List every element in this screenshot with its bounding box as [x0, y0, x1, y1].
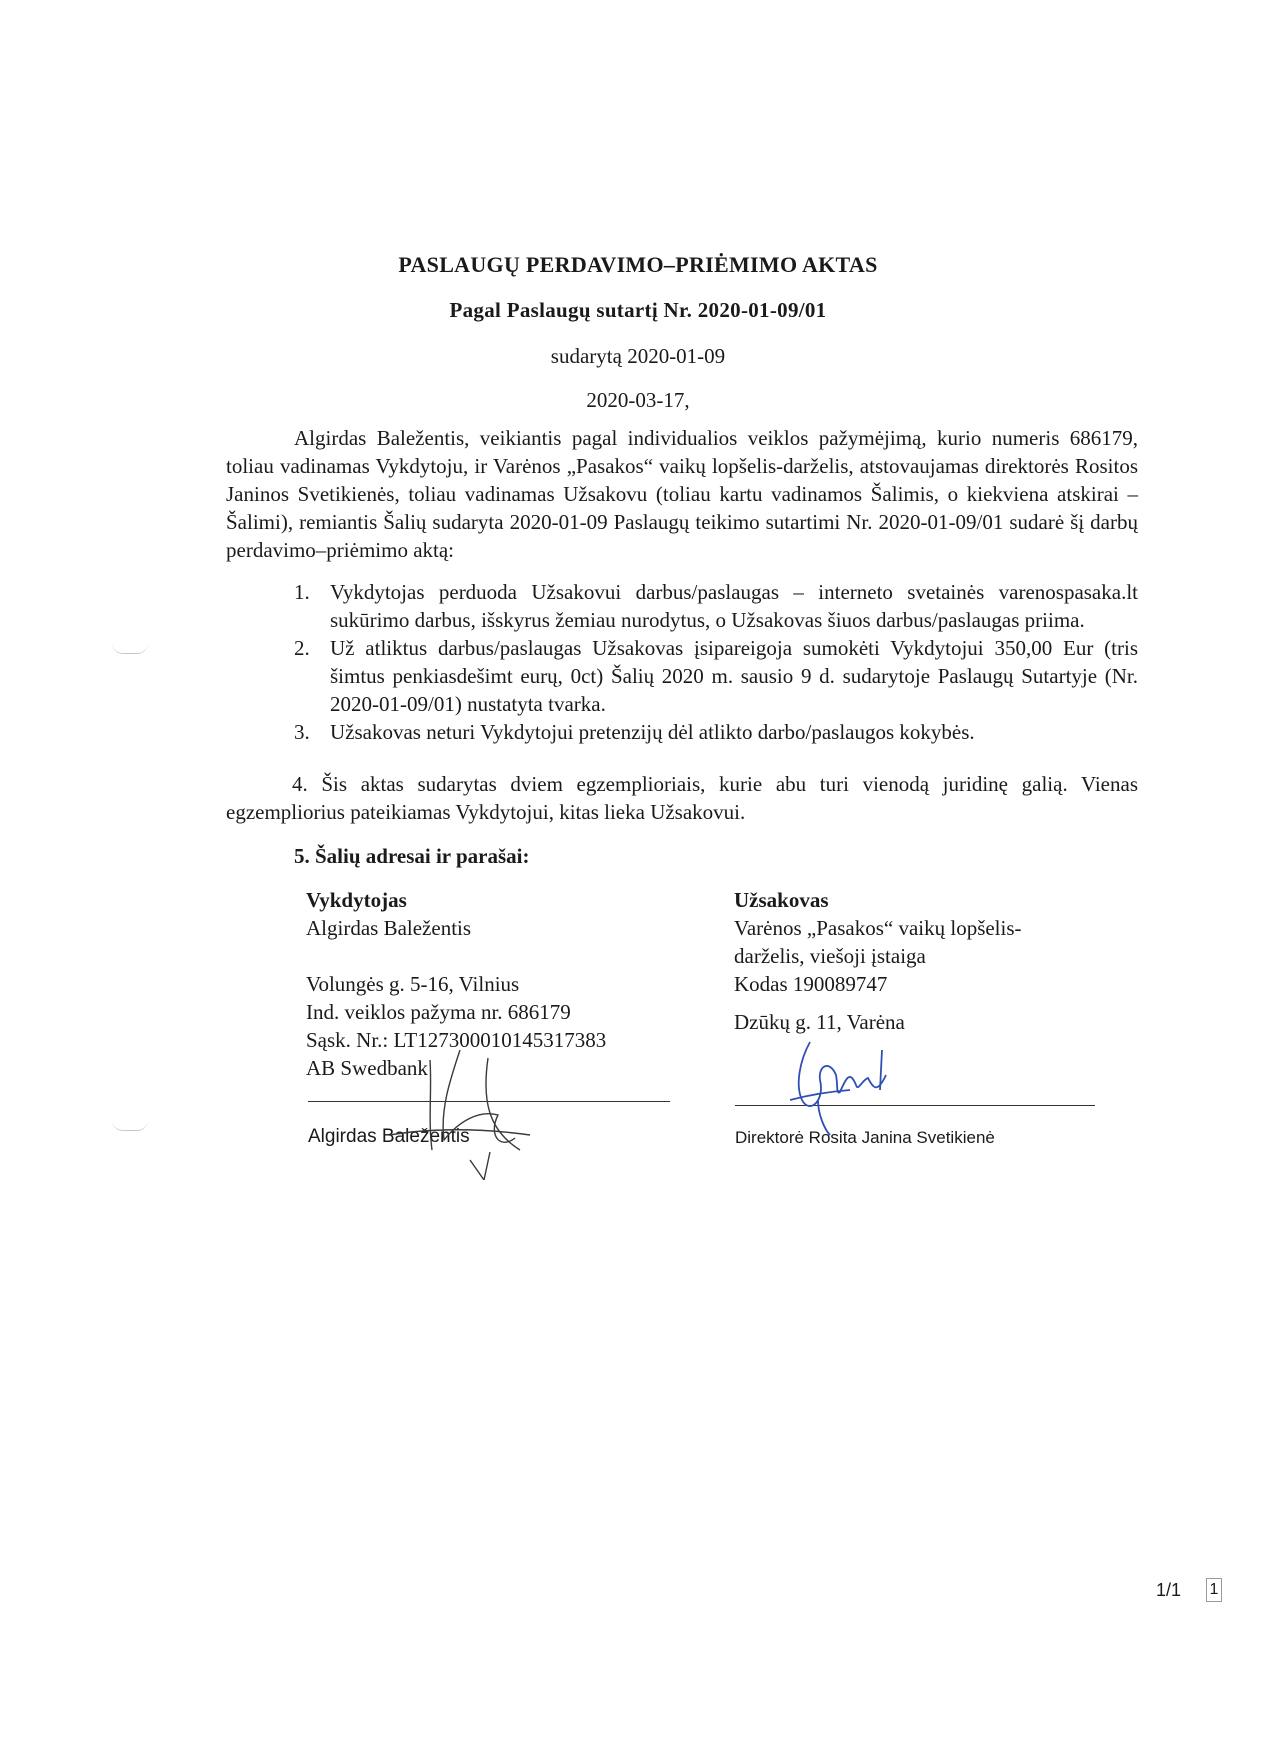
client-address: Dzūkų g. 11, Varėna: [734, 1010, 905, 1034]
clause-4: 4. Šis aktas sudarytas dviem egzemplioriais, kurie abu turi vienodą juridinę galią. Vienas egzempliorius pateikiamas Vykdytojui, kitas lieka Užsakovui.: [226, 772, 1138, 824]
client-signature: [770, 1030, 950, 1140]
scan-mark: [112, 1120, 148, 1131]
client-block: [734, 886, 1114, 1036]
page-box: 1: [1206, 1578, 1222, 1602]
contractor-address: Volungės g. 5-16, Vilnius: [306, 972, 520, 996]
client-name-line2: darželis, viešoji įstaiga: [734, 944, 926, 968]
client-code: Kodas 190089747: [734, 972, 888, 996]
clause-text: Užsakovas neturi Vykdytojui pretenzijų dėl atlikto darbo/paslaugos kokybės.: [330, 720, 975, 744]
contractor-name: Algirdas Baležentis: [306, 916, 472, 940]
clause-list: [294, 578, 1138, 746]
client-heading: Užsakovas: [734, 888, 829, 912]
act-date: 2020-03-17,: [586, 388, 690, 412]
clause-number: 3.: [294, 720, 310, 744]
client-name-line1: Varėnos „Pasakos“ vaikų lopšelis-: [734, 916, 1022, 940]
clause-item: [294, 634, 1138, 718]
contractor-signature: [370, 1040, 580, 1180]
clause-text: Vykdytojas perduoda Užsakovui darbus/paslaugas – interneto svetainės varenospasaka.lt sukūrimo darbus, išskyrus žemiau nurodytus, o Užsakovas šiuos darbus/paslaugas priima.: [330, 580, 1138, 632]
contract-reference: Pagal Paslaugų sutartį Nr. 2020-01-09/01: [449, 298, 827, 322]
clause-number: 2.: [294, 636, 310, 660]
contractor-heading: Vykdytojas: [306, 888, 407, 912]
clause-text: Už atliktus darbus/paslaugas Užsakovas įsipareigoja sumokėti Vykdytojui 350,00 Eur (tris šimtus penkiasdešimt eurų, 0ct) Šalių 2020 m. sausio 9 d. sudarytoje Paslaugų Sutartyje (Nr. 2020-01-09/01) nustatyta tvarka.: [330, 636, 1138, 716]
clause-item: [294, 578, 1138, 634]
page-counter: 1/1: [1156, 1580, 1182, 1600]
clause-number: 1.: [294, 580, 310, 604]
signed-date: sudarytą 2020-01-09: [550, 344, 726, 368]
intro-paragraph: Algirdas Baležentis, veikiantis pagal individualios veiklos pažymėjimą, kurio numeris 686179, toliau vadinamas Vykdytoju, ir Varėnos „Pasakos“ vaikų lopšelis-darželis, atstovaujamas direktorės Rositos Janinos Svetikienės, toliau vadinamas Užsakovu (toliau kartu vadinamos Šalimis, o kiekviena atskirai – Šalimi), remiantis Šalių sudaryta 2020-01-09 Paslaugų teikimo sutartimi Nr. 2020-01-09/01 sudarė šį darbų perdavimo–priėmimo aktą:: [226, 426, 1138, 562]
contractor-license: Ind. veiklos pažyma nr. 686179: [306, 1000, 571, 1024]
scan-mark: [112, 643, 148, 654]
contractor-bank: AB Swedbank: [306, 1056, 428, 1080]
contractor-account: Sąsk. Nr.: LT127300010145317383: [306, 1028, 607, 1052]
clause-item: [294, 718, 1138, 746]
document-title: PASLAUGŲ PERDAVIMO–PRIĖMIMO AKTAS: [398, 252, 878, 277]
client-signature-name: Direktorė Rosita Janina Svetikienė: [735, 1128, 995, 1147]
addresses-signatures-heading: 5. Šalių adresai ir parašai:: [294, 844, 530, 868]
contractor-signature-name: Algirdas Baležentis: [308, 1126, 470, 1147]
